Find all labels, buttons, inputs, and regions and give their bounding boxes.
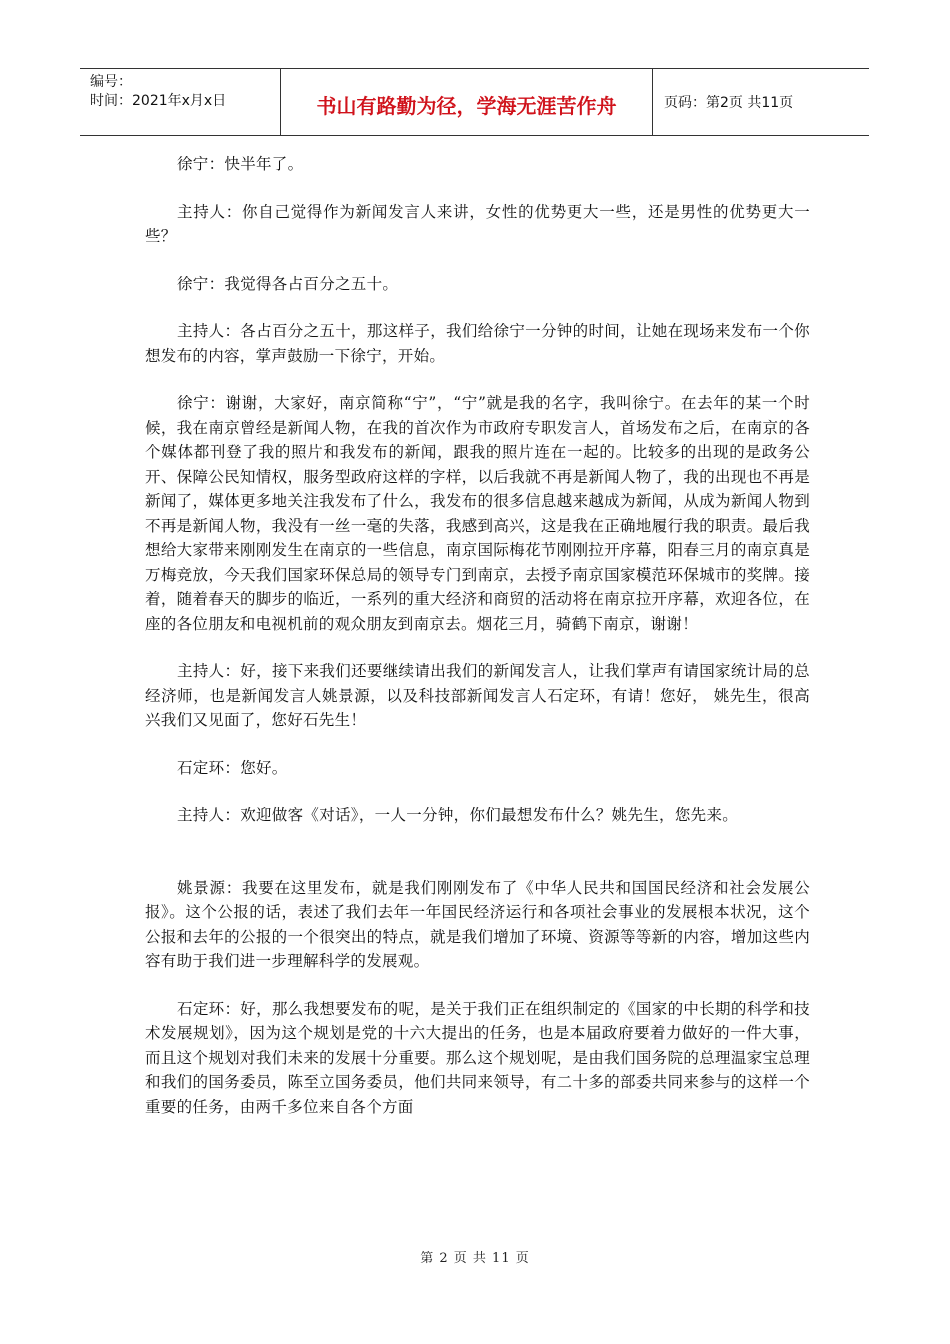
page-footer: 第 2 页 共 11 页 bbox=[420, 1251, 530, 1266]
paragraph: 石定环：您好。 bbox=[177, 758, 288, 777]
header-motto: 书山有路勤为径，学海无涯苦作舟 bbox=[281, 69, 653, 135]
document-body bbox=[145, 152, 810, 1142]
document-number-label: 编号： bbox=[90, 74, 132, 90]
header-meta bbox=[80, 69, 281, 135]
paragraph: 徐宁：我觉得各占百分之五十。 bbox=[177, 274, 399, 293]
paragraph: 主持人：各占百分之五十，那这样子，我们给徐宁一分钟的时间，让她在现场来发布一个你想发布的内容，掌声鼓励一下徐宁，开始。 bbox=[145, 322, 810, 365]
paragraph: 徐宁：快半年了。 bbox=[177, 155, 304, 173]
paragraph: 徐宁：谢谢，大家好，南京简称“宁”，“宁”就是我的名字，我叫徐宁。在去年的某一个时候，我在南京曾经是新闻人物，在我的首次作为市政府专职发言人，首场发布之后，在南京的各个媒体都刊登了我的照片和我发布的新闻，跟我的照片连在一起的。比较多的出现的是政务公开、保障公民知情权，服务型政府这样的字样，以后我就不再是新闻人物了，我的出现也不再是新闻了，媒体更多地关注我发布了什么，我发布的很多信息越来越成为新闻，从成为新闻人物到不再是新闻人物，我没有一丝一毫的失落，我感到高兴，这是我在正确地履行我的职责。最后我想给大家带来刚刚发生在南京的一些信息，南京国际梅花节刚刚拉开序幕，阳春三月的南京真是万梅竞放，今天我们国家环保总局的领导专门到南京，去授予南京国家模范环保城市的奖牌。接着，随着春天的脚步的临近，一系列的重大经济和商贸的活动将在南京拉开序幕，欢迎各位，在座的各位朋友和电视机前的观众朋友到南京去。烟花三月，骑鹤下南京，谢谢！ bbox=[145, 394, 810, 633]
header-page-info: 页码：第2页 共11页 bbox=[664, 95, 794, 111]
paragraph: 主持人：你自己觉得作为新闻发言人来讲，女性的优势更大一些，还是男性的优势更大一些？ bbox=[145, 202, 810, 245]
paragraph: 主持人：欢迎做客《对话》，一人一分钟，你们最想发布什么？姚先生，您先来。 bbox=[177, 806, 739, 824]
paragraph: 主持人：好，接下来我们还要继续请出我们的新闻发言人，让我们掌声有请国家统计局的总经济师，也是新闻发言人姚景源，以及科技部新闻发言人石定环，有请！您好， 姚先生，很高兴我们又见面了，您好石先生！ bbox=[145, 662, 810, 729]
paragraph: 姚景源：我要在这里发布，就是我们刚刚发布了《中华人民共和国国民经济和社会发展公报》。这个公报的话，表述了我们去年一年国民经济运行和各项社会事业的发展根本状况，这个公报和去年的公报的一个很突出的特点，就是我们增加了环境、资源等等新的内容，增加这些内容有助于我们进一步理解科学的发展观。 bbox=[145, 878, 810, 970]
document-date-label: 时间：2021年x月x日 bbox=[90, 93, 227, 109]
paragraph: 石定环：好，那么我想要发布的呢，是关于我们正在组织制定的《国家的中长期的科学和技术发展规划》，因为这个规划是党的十六大提出的任务，也是本届政府要着力做好的一件大事，而且这个规划对我们未来的发展十分重要。那么这个规划呢，是由我们国务院的总理温家宝总理和我们的国务委员，陈至立国务委员，他们共同来领导，有二十多的部委共同来参与的这样一个重要的任务，由两千多位来自各个方面 bbox=[145, 999, 810, 1116]
page-header bbox=[80, 68, 869, 136]
